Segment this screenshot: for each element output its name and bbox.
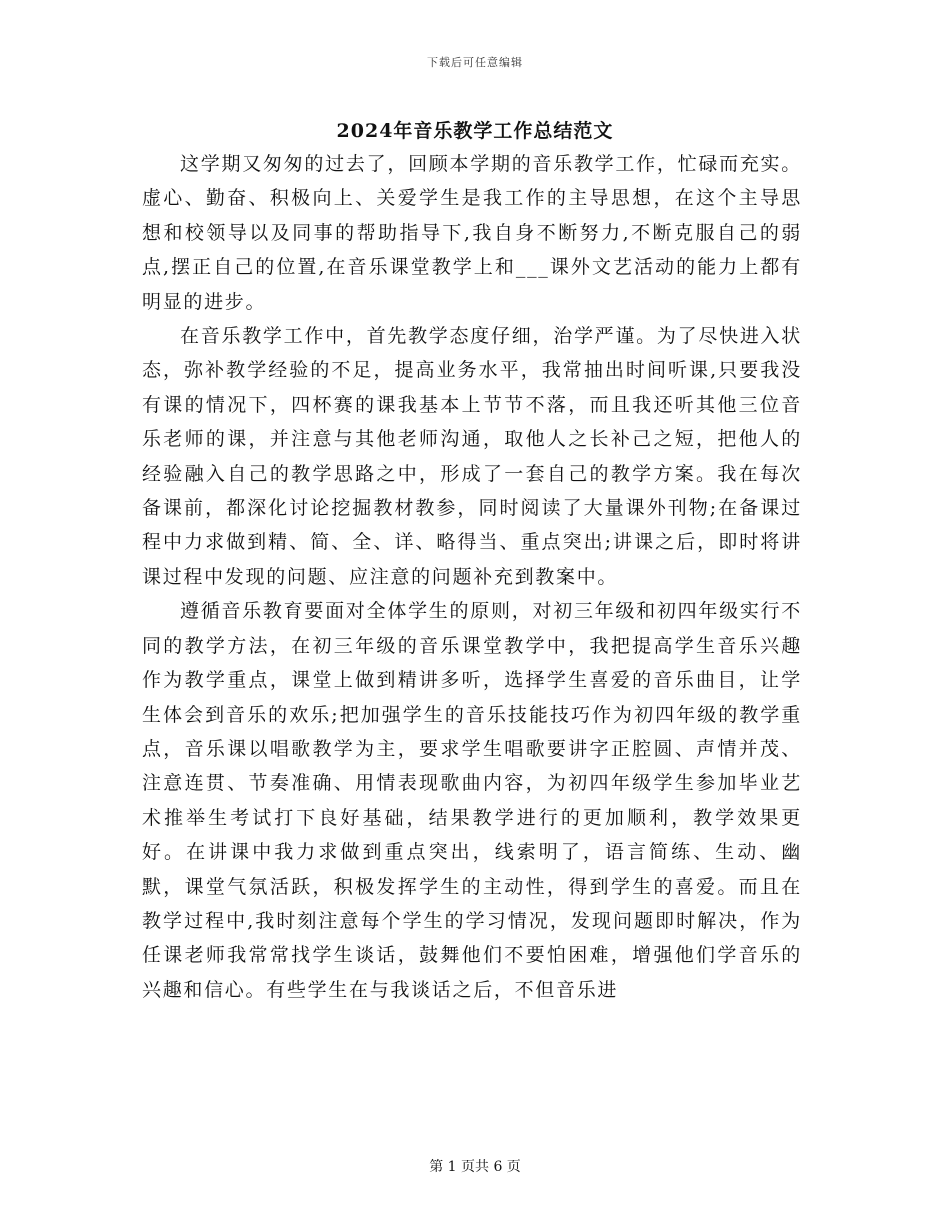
page-footer: 第 1 页共 6 页 [429, 1159, 521, 1175]
paragraph-2: 在音乐教学工作中，首先教学态度仔细，治学严谨。为了尽快进入状态，弥补教学经验的不足，提高业务水平，我常抽出时间听课,只要我没有课的情况下，四杯赛的课我基本上节节不落，而且我还听其他三位音乐老师的课，并注意与其他老师沟通，取他人之长补己之短，把他人的经验融入自己的教学思路之中，形成了一套自己的教学方案。我在每次备课前，都深化讨论挖掘教材教参，同时阅读了大量课外刊物;在备课过程中力求做到精、简、全、详、略得当、重点突出;讲课之后，即时将讲课过程中发现的问题、应注意的问题补充到教案中。 [142, 325, 802, 588]
paragraph-3: 遵循音乐教育要面对全体学生的原则，对初三年级和初四年级实行不同的教学方法，在初三年级的音乐课堂教学中，我把提高学生音乐兴趣作为教学重点，课堂上做到精讲多听，选择学生喜爱的音乐曲目，让学生体会到音乐的欢乐;把加强学生的音乐技能技巧作为初四年级的教学重点，音乐课以唱歌教学为主，要求学生唱歌要讲字正腔圆、声情并茂、注意连贯、节奏准确、用情表现歌曲内容，为初四年级学生参加毕业艺术推举生考试打下良好基础，结果教学进行的更加顺利，教学效果更好。在讲课中我力求做到重点突出，线索明了，语言简练、生动、幽默，课堂气氛活跃，积极发挥学生的主动性，得到学生的喜爱。而且在教学过程中,我时刻注意每个学生的学习情况，发现问题即时解决，作为任课老师我常常找学生谈话，鼓舞他们不要怕困难，增强他们学音乐的兴趣和信心。有些学生在与我谈话之后，不但音乐进 [142, 600, 802, 1001]
header-note: 下载后可任意编辑 [427, 56, 523, 69]
document-body [142, 147, 802, 1007]
paragraph-1: 这学期又匆匆的过去了，回顾本学期的音乐教学工作，忙碌而充实。虚心、勤奋、积极向上、关爱学生是我工作的主导思想，在这个主导思想和校领导以及同事的帮助指导下,我自身不断努力,不断克服自己的弱点,摆正自己的位置,在音乐课堂教学上和___课外文艺活动的能力上都有明显的进步。 [142, 153, 802, 313]
document-title: 2024年音乐教学工作总结范文 [336, 120, 614, 142]
